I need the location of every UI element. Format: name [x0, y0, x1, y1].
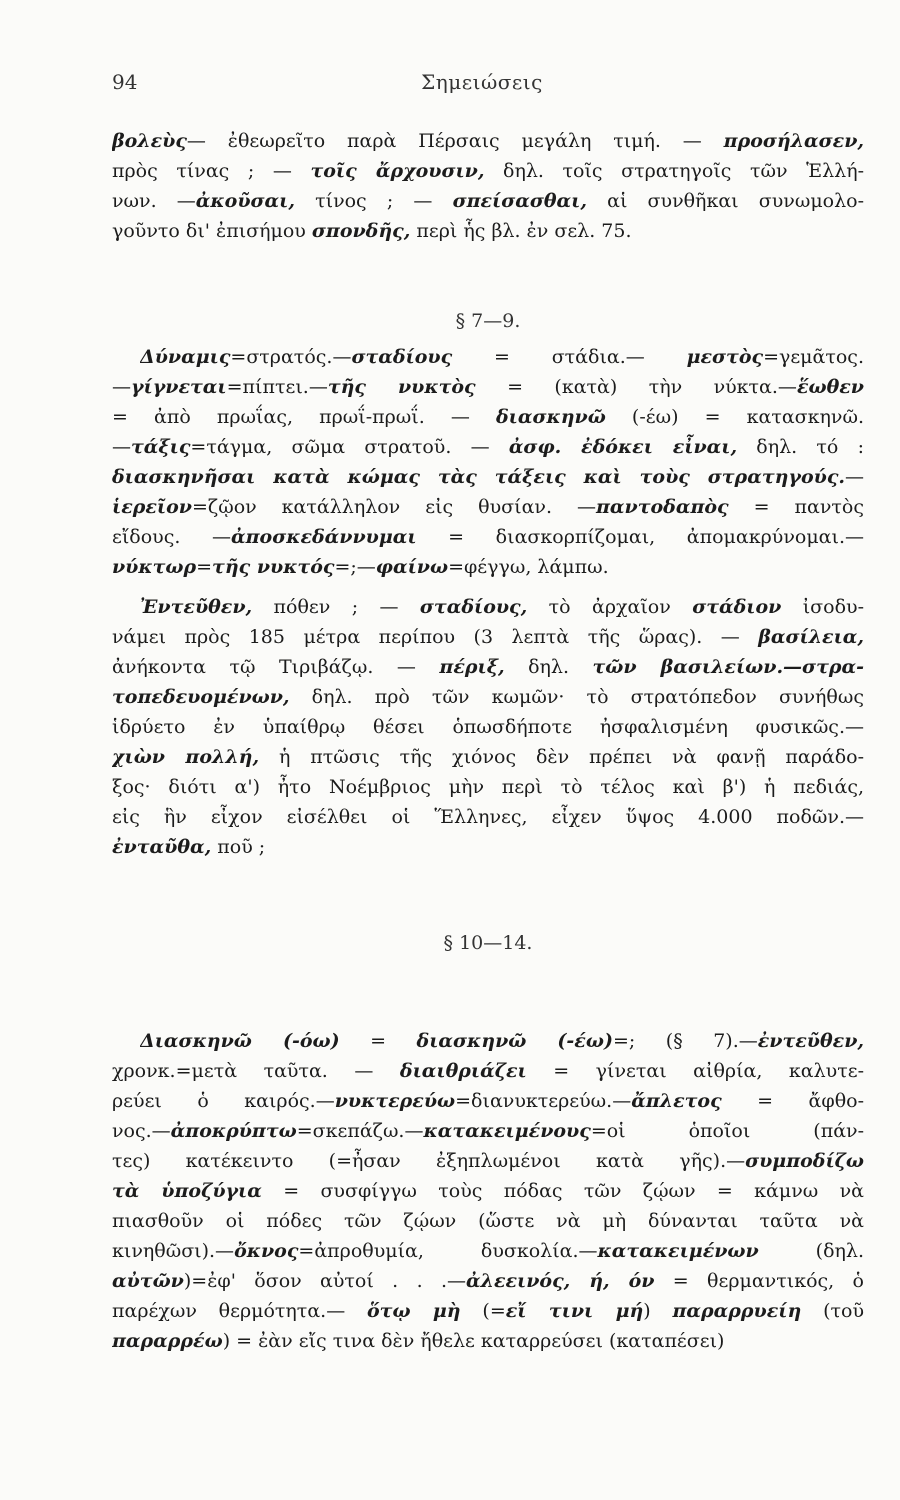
gloss-text: =τάγμα, σῶμα στρατοῦ. — [190, 436, 509, 458]
text-line [112, 772, 864, 802]
gloss-text: ) [643, 1300, 673, 1322]
gloss-text: = στάδια.— [452, 346, 687, 368]
headword: ἐντεῦθεν, [757, 1030, 864, 1052]
headword: βολεὺς [112, 130, 187, 152]
gloss-text: (-έω) = κατασκηνῶ. [605, 406, 864, 428]
gloss-text: =;— [334, 556, 376, 578]
headword: στάδιον [692, 596, 782, 618]
gloss-text: νος.— [112, 1120, 171, 1142]
headword: τῆς νυκτὸς [327, 376, 476, 398]
gloss-text: παρέχων θερμότητα.— [112, 1300, 367, 1322]
gloss-text: =σκεπάζω.— [296, 1120, 424, 1142]
headword: συμποδίζω [745, 1150, 864, 1172]
headword: ἀσφ. ἐδόκει εἶναι, [508, 436, 738, 458]
gloss-text: ρεύει ὁ καιρός.— [112, 1090, 335, 1112]
headword: σταδίους, [419, 596, 528, 618]
text-line [112, 1206, 864, 1236]
running-title: Σημειώσεις [421, 70, 543, 94]
headword: παραρρυείη [672, 1300, 802, 1322]
headword: τὰ ὑποζύγια [112, 1180, 262, 1202]
gloss-text: = διασκορπίζομαι, ἀπομακρύνομαι.— [416, 526, 864, 548]
gloss-text: =; (§ 7).— [612, 1030, 758, 1052]
text-line [112, 156, 864, 186]
headword: χιὼν πολλή, [112, 746, 260, 768]
headword: τοῖς ἄρχουσιν, [310, 160, 485, 182]
text-line [112, 126, 864, 156]
gloss-text: περὶ ἧς βλ. ἐν σελ. 75. [410, 220, 632, 242]
headword: ἱερεῖον [112, 496, 192, 518]
headword: ἀποσκεδάννυμαι [231, 526, 417, 548]
gloss-text: ) = ἐὰν εἴς τινα δὲν ἤθελε καταρρεύσει (καταπέσει) [222, 1330, 725, 1352]
gloss-text: πόθεν ; — [252, 596, 420, 618]
text-line [112, 1266, 864, 1296]
text-line [112, 682, 864, 712]
page-header [112, 70, 852, 104]
gloss-text: τὸ ἀρχαῖον [527, 596, 693, 618]
headword: νυκτερεύω [334, 1090, 456, 1112]
text-line [112, 402, 864, 432]
text-line [112, 1236, 864, 1266]
section-heading-7-9: § 7—9. [455, 310, 521, 332]
text-line [112, 622, 864, 652]
text-line [112, 186, 864, 216]
headword: ὅτῳ μὴ [366, 1300, 461, 1322]
headword: φαίνω [375, 556, 449, 578]
headword: σταδίους [351, 346, 453, 368]
gloss-text: τίνος ; — [294, 190, 453, 212]
headword: σπονδῆς, [311, 220, 411, 242]
gloss-text: = παντὸς [728, 496, 864, 518]
headword: πέριξ, [439, 656, 505, 678]
section-heading-10-14: § 10—14. [443, 932, 533, 954]
gloss-text: πρὸς τίνας ; — [112, 160, 311, 182]
gloss-text: =φέγγω, λάμπω. [448, 556, 609, 578]
text-line [140, 1026, 864, 1056]
text-line [140, 592, 864, 622]
headword: παραρρέω [112, 1330, 223, 1352]
text-line [112, 1086, 864, 1116]
headword: γίγνεται [131, 376, 227, 398]
gloss-text: — [112, 376, 131, 398]
headword: Ἐντεῦθεν, [140, 596, 253, 618]
headword: ἀλεεινός, ή, όν [466, 1270, 655, 1292]
headword: διαιθριάζει [399, 1060, 527, 1082]
gloss-text: — [112, 436, 131, 458]
gloss-text: γοῦντο δι' ἐπισήμου [112, 220, 312, 242]
text-line [112, 1116, 864, 1146]
gloss-text: (δηλ. [758, 1240, 864, 1262]
gloss-text: ἀνήκοντα τῷ Τιριβάζῳ. — [112, 656, 440, 678]
gloss-text: =ζῷον κατάλληλον εἰς θυσίαν. — [191, 496, 596, 518]
headword: τάξις [131, 436, 191, 458]
gloss-text: =στρατός.— [230, 346, 352, 368]
headword: ἀποκρύπτω [170, 1120, 297, 1142]
headword: ἄπλετος [631, 1090, 722, 1112]
text-line [112, 1296, 864, 1326]
gloss-text: = θερμαντικός, ὁ [654, 1270, 864, 1292]
gloss-text: = [196, 556, 213, 578]
gloss-text: χρονκ.=μετὰ ταῦτα. — [112, 1060, 400, 1082]
gloss-text: =πίπτει.— [226, 376, 328, 398]
gloss-text: (= [460, 1300, 506, 1322]
page-number: 94 [112, 70, 138, 94]
text-line [112, 742, 864, 772]
text-line [112, 652, 864, 682]
text-line [112, 432, 864, 462]
gloss-text: εἴδους. — [112, 526, 231, 548]
headword: βασίλεια, [758, 626, 864, 648]
headword: μεστὸς [686, 346, 764, 368]
headword: τῶν βασιλείων.—στρα- [592, 656, 864, 678]
gloss-text: δηλ. τοῖς στρατηγοῖς τῶν Ἑλλή- [484, 160, 864, 182]
text-line [112, 522, 864, 552]
gloss-text: =γεμᾶτος. [763, 346, 864, 368]
gloss-text: — ἐθεωρεῖτο παρὰ Πέρσαις μεγάλη τιμή. — [186, 130, 724, 152]
gloss-text: ἡ πτῶσις τῆς χιόνος δὲν πρέπει νὰ φανῇ παράδο- [259, 746, 864, 768]
gloss-text: =οἱ ὁποῖοι (πάν- [590, 1120, 864, 1142]
gloss-text: νων. — [112, 190, 196, 212]
headword: διασκηνῶ [495, 406, 606, 428]
gloss-text: ξος· διότι α') ἦτο Νοέμβριος μὴν περὶ τὸ τέλος καὶ β') ἡ πεδιάς, [112, 776, 864, 798]
headword: Δύναμις [140, 346, 231, 368]
headword: διασκηνῶ (-έω) [416, 1030, 613, 1052]
text-line [112, 712, 864, 742]
text-line [112, 802, 864, 832]
headword: Διασκηνῶ (-όω) [140, 1030, 340, 1052]
headword: παντοδαπὸς [596, 496, 729, 518]
text-line [112, 216, 864, 246]
gloss-text: = συσφίγγω τοὺς πόδας τῶν ζῴων = κάμνω νὰ [261, 1180, 864, 1202]
gloss-text: αἱ συνθῆκαι συνωμολο- [586, 190, 864, 212]
headword: προσήλασεν, [723, 130, 864, 152]
gloss-text: εἰς ἣν εἶχον εἰσέλθει οἱ Ἕλληνες, εἶχεν ὕψος 4.000 ποδῶν.— [112, 806, 864, 828]
headword: κατακειμένους [423, 1120, 591, 1142]
gloss-text: (τοῦ [801, 1300, 864, 1322]
gloss-text: νάμει πρὸς 185 μέτρα περίπου (3 λεπτὰ τῆς ὥρας). — [112, 626, 759, 648]
text-line [112, 1326, 864, 1356]
text-line [112, 372, 864, 402]
headword: κατακειμένων [597, 1240, 759, 1262]
gloss-text: = γίνεται αἰθρία, καλυτε- [526, 1060, 864, 1082]
headword: τοπεδευομένων, [112, 686, 290, 708]
text-line [112, 832, 864, 862]
headword: αὐτῶν [112, 1270, 184, 1292]
text-line [112, 552, 864, 582]
gloss-text: ἰσοδυ- [781, 596, 864, 618]
headword: εἴ τινι μή [505, 1300, 644, 1322]
gloss-text: πιασθοῦν οἱ πόδες τῶν ζῴων (ὥστε νὰ μὴ δύνανται ταῦτα νὰ [112, 1210, 864, 1232]
gloss-text: = ἀπὸ πρωΐας, πρωΐ-πρωΐ. — [112, 406, 496, 428]
text-line [140, 342, 864, 372]
gloss-text: =διανυκτερεύω.— [455, 1090, 632, 1112]
headword: διασκηνῆσαι κατὰ κώμας τὰς τάξεις καὶ τοὺς στρατηγούς. [112, 466, 845, 488]
gloss-text: = (κατὰ) τὴν νύκτα.— [475, 376, 797, 398]
text-line [112, 492, 864, 522]
text-line [112, 462, 864, 492]
gloss-text: δηλ. [504, 656, 593, 678]
gloss-text: τες) κατέκειντο (=ἦσαν ἐξηπλωμένοι κατὰ γῆς).— [112, 1150, 746, 1172]
gloss-text: ἱδρύετο ἐν ὑπαίθρῳ θέσει ὁπωσδήποτε ἠσφαλισμένη φυσικῶς.— [112, 716, 864, 738]
headword: τῆς νυκτός [212, 556, 335, 578]
gloss-text: =ἀπροθυμία, δυσκολία.— [298, 1240, 598, 1262]
headword: ἀκοῦσαι, [195, 190, 295, 212]
gloss-text: = [339, 1030, 417, 1052]
gloss-text: δηλ. τό : [737, 436, 864, 458]
gloss-text: ποῦ ; [211, 836, 266, 858]
gloss-text: κινηθῶσι).— [112, 1240, 235, 1262]
gloss-text: = ἄφθο- [721, 1090, 864, 1112]
text-line [112, 1146, 864, 1176]
headword: νύκτωρ [112, 556, 197, 578]
gloss-text: — [845, 466, 864, 488]
headword: ἕωθεν [796, 376, 864, 398]
headword: ὄκνος [234, 1240, 299, 1262]
text-line [112, 1176, 864, 1206]
headword: ἐνταῦθα, [112, 836, 212, 858]
text-line [112, 1056, 864, 1086]
headword: σπείσασθαι, [452, 190, 587, 212]
gloss-text: )=ἐφ' ὅσον αὐτοί . . .— [183, 1270, 466, 1292]
gloss-text: δηλ. πρὸ τῶν κωμῶν· τὸ στρατόπεδον συνήθως [289, 686, 864, 708]
